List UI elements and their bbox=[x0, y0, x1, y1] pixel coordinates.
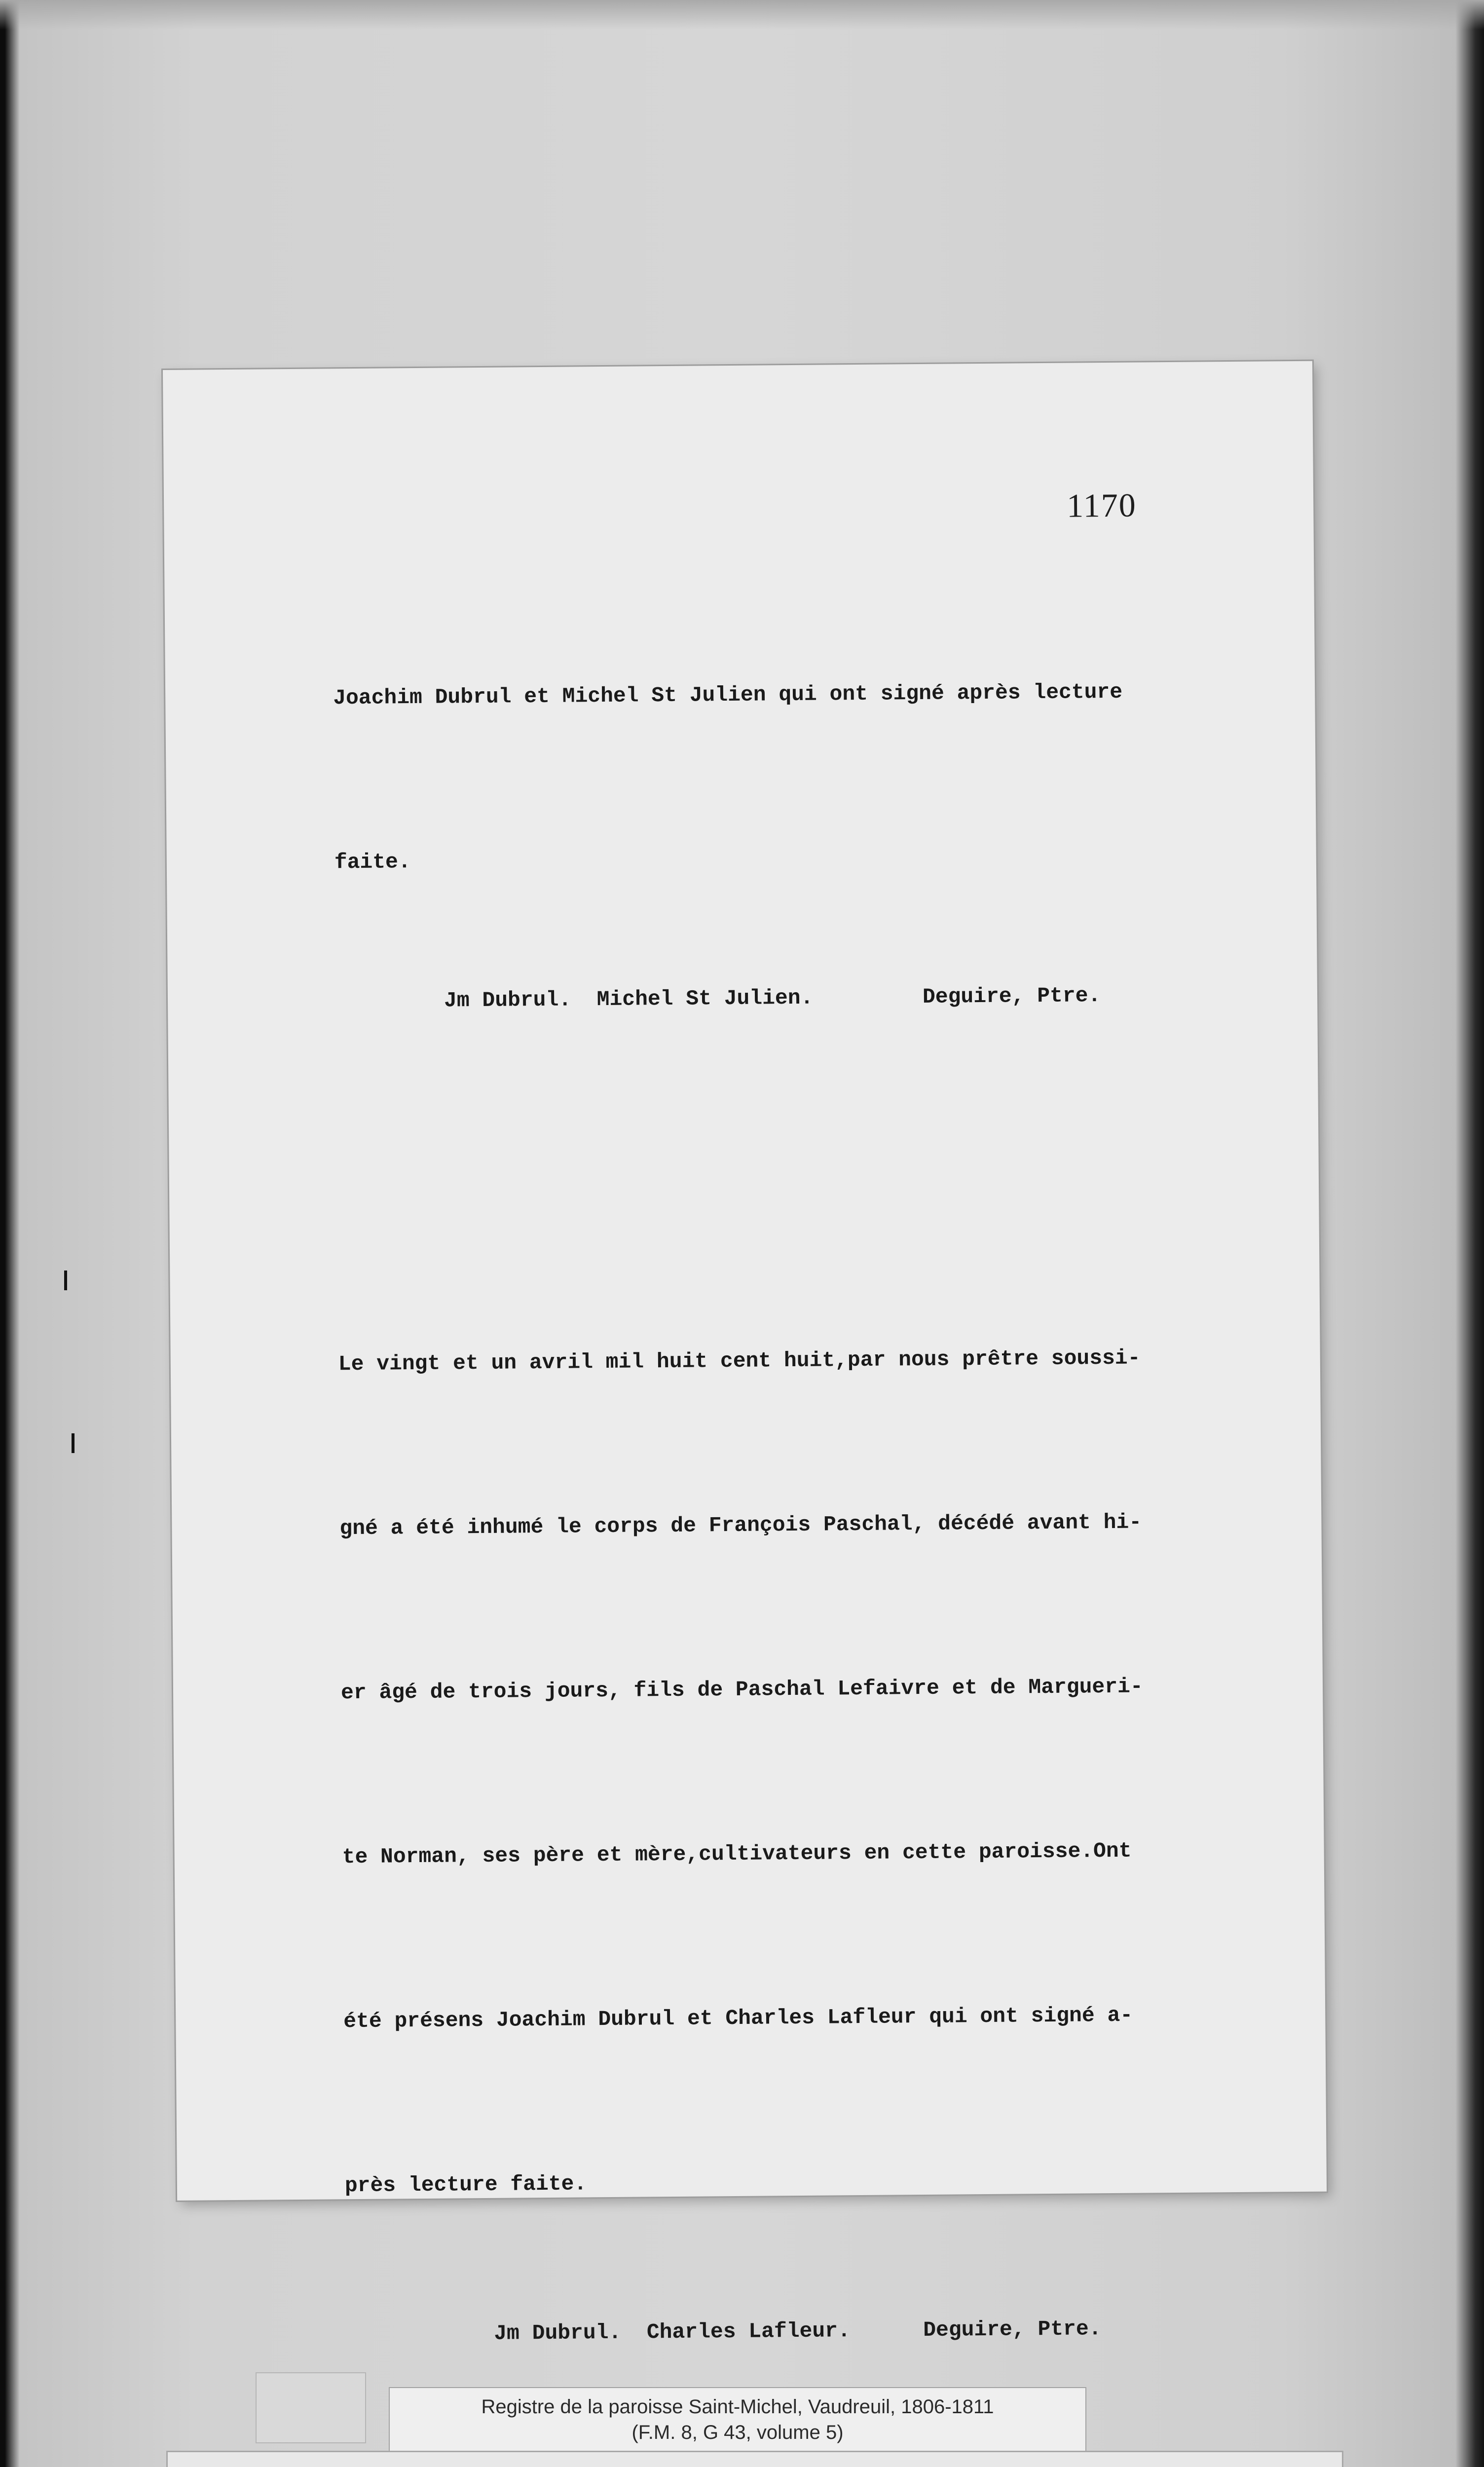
text-line: Le vingt et un avril mil huit cent huit,par nous prêtre soussi- bbox=[338, 1346, 1141, 1377]
witness-signatures: Jm Dubrul. Charles Lafleur. bbox=[494, 2318, 851, 2346]
text-line: er âgé de trois jours, fils de Paschal Lefaivre et de Margueri- bbox=[340, 1674, 1143, 1705]
text-line: été présens Joachim Dubrul et Charles Lafleur qui ont signé a- bbox=[343, 2003, 1133, 2034]
tape-strip bbox=[257, 2373, 365, 2442]
signature-line bbox=[346, 2300, 1298, 2362]
priest-signature: Deguire, Ptre. bbox=[922, 983, 1101, 1009]
text-line: faite. bbox=[334, 850, 411, 875]
archives-card bbox=[168, 2452, 1342, 2467]
signature-line bbox=[335, 967, 1288, 1048]
page-number: 1170 bbox=[1066, 486, 1137, 524]
entry-gap bbox=[337, 1150, 1289, 1172]
witness-signatures: Jm Dubrul. Michel St Julien. bbox=[444, 985, 814, 1013]
register-text bbox=[332, 554, 1331, 2467]
text-line: près lecture faite. bbox=[344, 2171, 587, 2198]
margin-mark bbox=[72, 1433, 74, 1453]
margin-mark bbox=[64, 1271, 67, 1290]
microfilm-label bbox=[390, 2388, 1085, 2452]
register-reference: (F.M. 8, G 43, volume 5) bbox=[631, 2422, 844, 2443]
text-line: gné a été inhumé le corps de François Paschal, décédé avant hi- bbox=[339, 1510, 1142, 1541]
text-line: te Norman, ses père et mère,cultivateurs en cette paroisse.Ont bbox=[342, 1838, 1132, 1869]
register-title: Registre de la paroisse Saint-Michel, Vaudreuil, 1806-1811 bbox=[481, 2396, 994, 2418]
scan-top-shade bbox=[0, 0, 1484, 30]
register-page bbox=[163, 361, 1327, 2346]
text-line: Joachim Dubrul et Michel St Julien qui ont signé après lecture bbox=[333, 679, 1123, 710]
priest-signature: Deguire, Ptre. bbox=[923, 2317, 1102, 2343]
